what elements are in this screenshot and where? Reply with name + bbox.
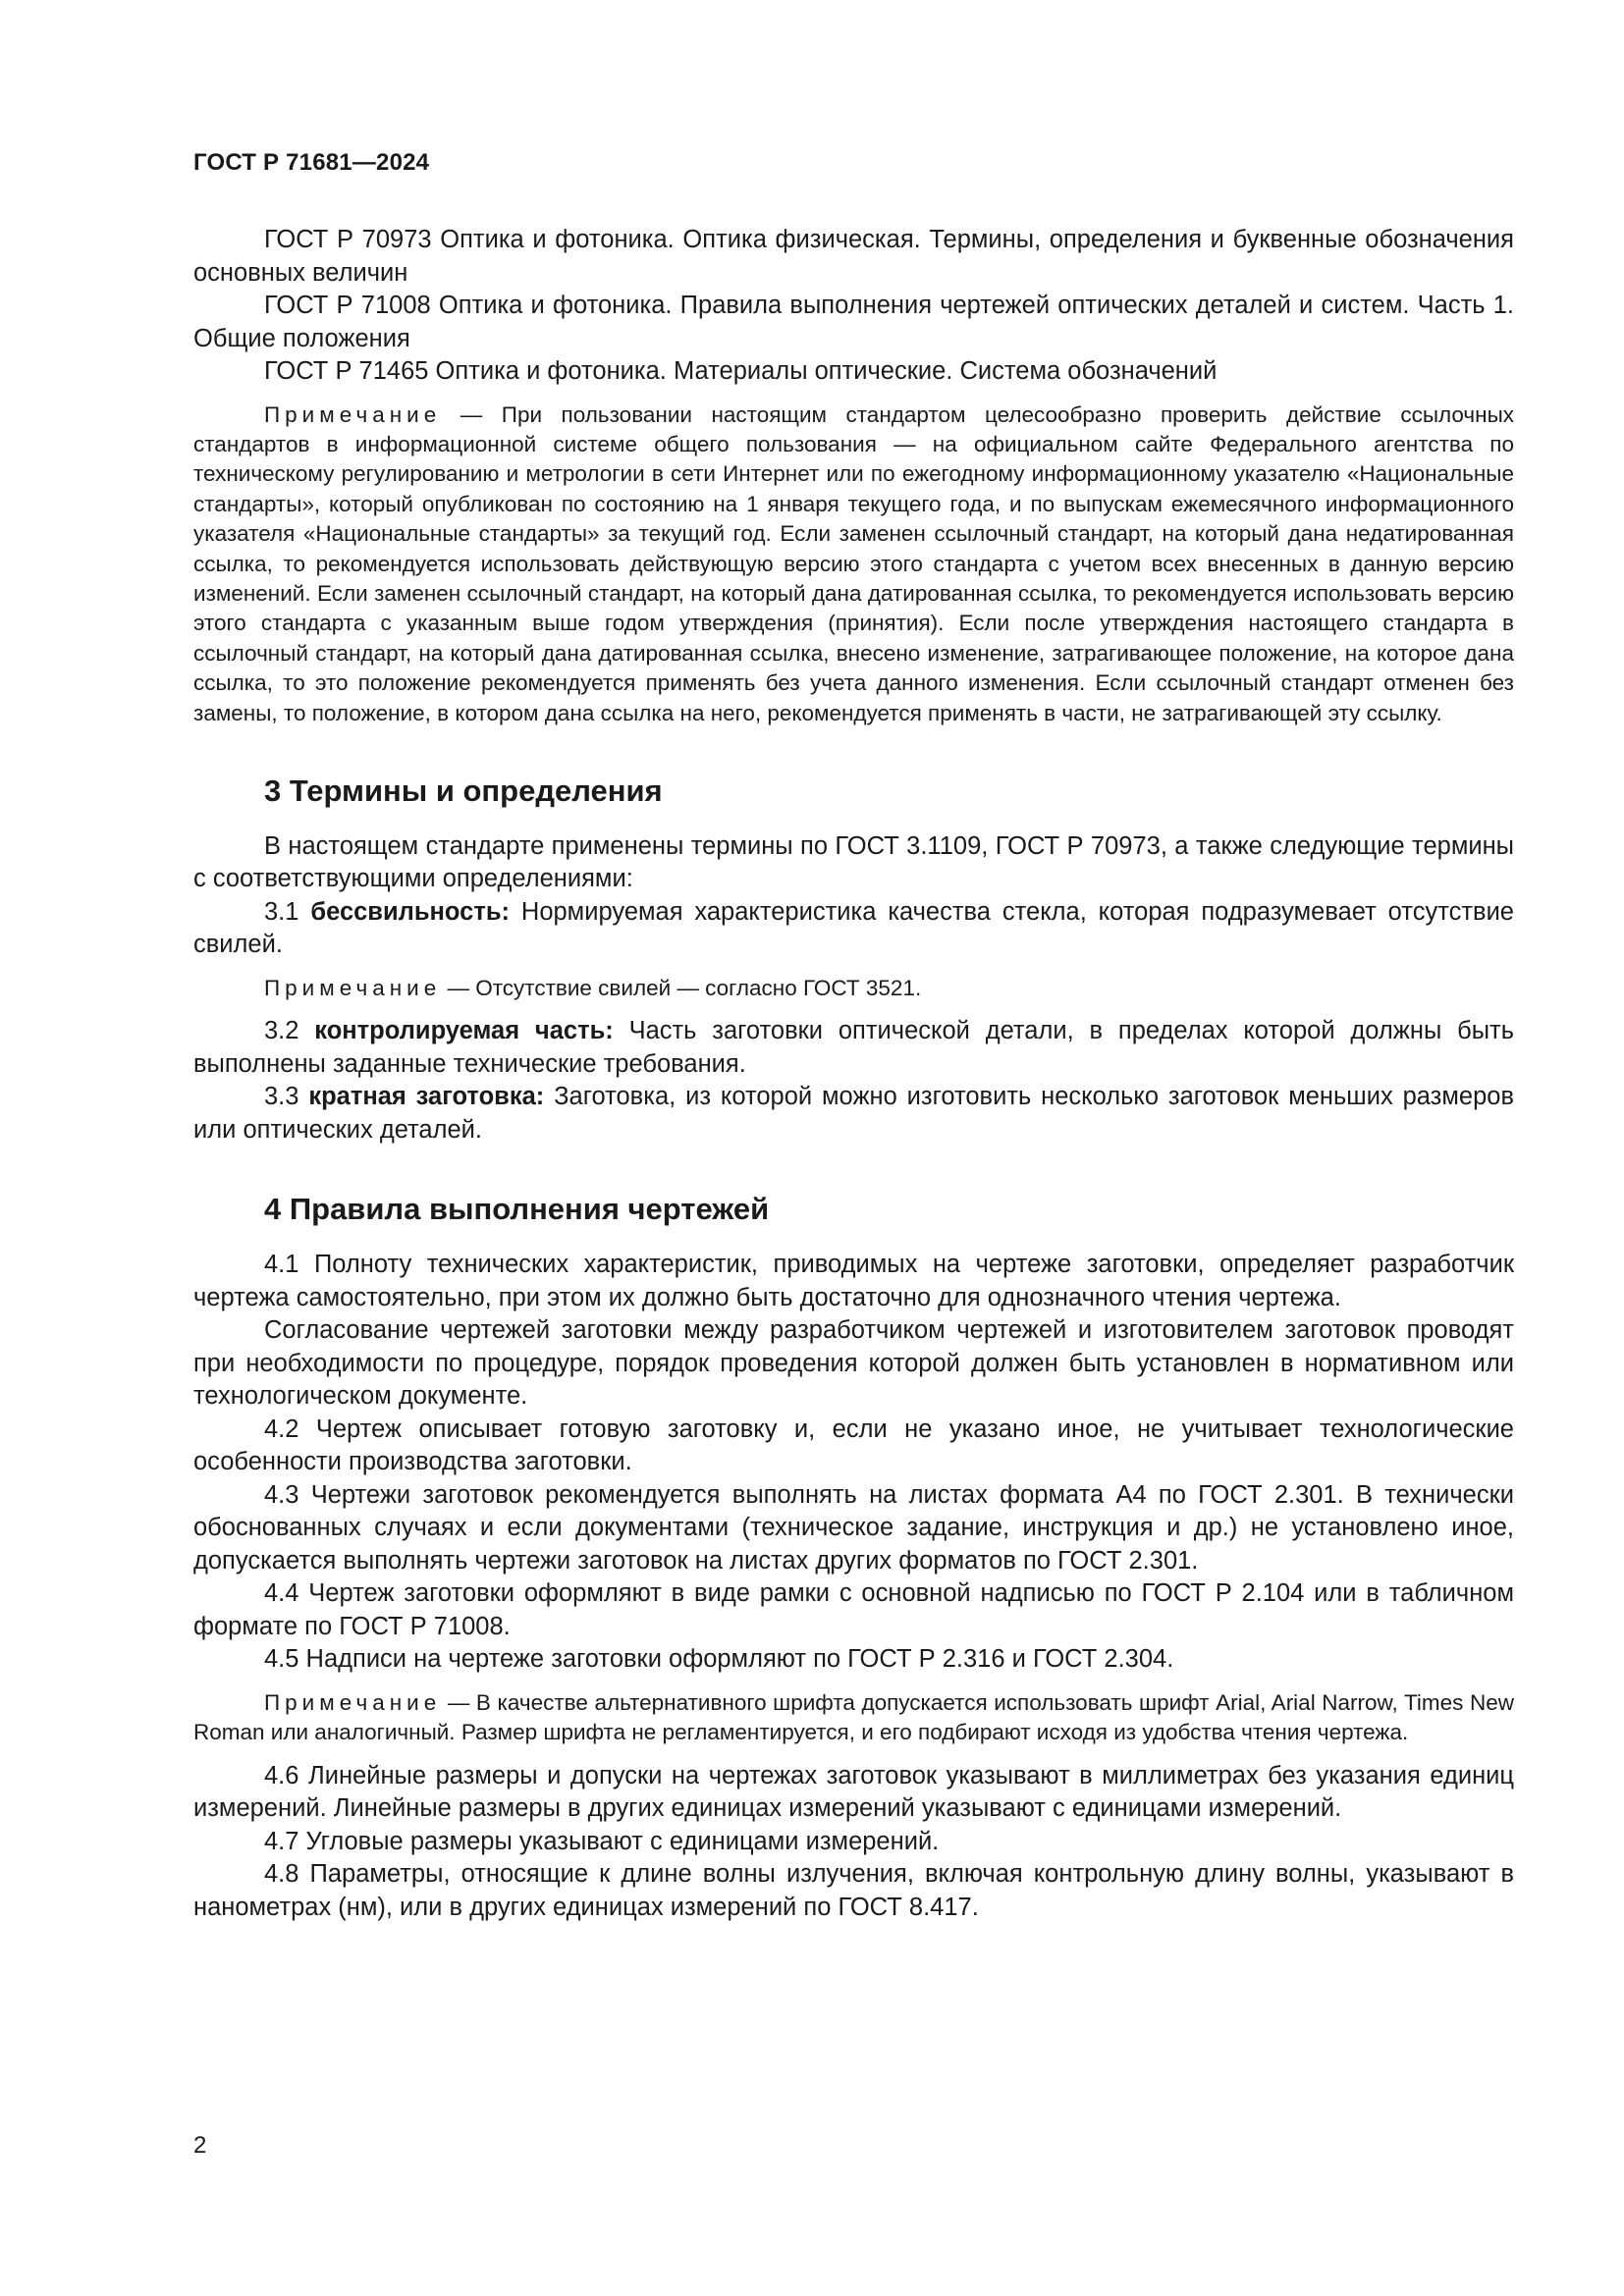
paragraph: В настоящем стандарте применены термины по ГОСТ 3.1109, ГОСТ Р 70973, а также следующие термины с соответствующими определениями: [193,831,1514,893]
note-text: — В качестве альтернативного шрифта допускается использовать шрифт Arial, Arial Narrow, Times New Roman или аналогичный. Размер шрифта не регламентируется, и его подбирают исходя из удобства чтения чертежа. [193,1689,1514,1745]
paragraph: 4.3 Чертежи заготовок рекомендуется выполнять на листах формата А4 по ГОСТ 2.301. В технически обоснованных случаях и если документами (техническое задание, инструкция и др.) не установлено иное, допускается выполнять чертежи заготовок на листах других форматов по ГОСТ 2.301. [193,1480,1514,1575]
note-block [193,974,1514,1003]
section-heading: 4 Правила выполнения чертежей [264,1192,770,1227]
page-content [193,224,1514,1924]
note-label: Примечание [264,401,442,427]
term-number: 3.2 [264,1017,315,1045]
reference-item: ГОСТ Р 70973 Оптика и фотоника. Оптика физическая. Термины, определения и буквенные обозначения основных величин [193,226,1514,287]
paragraph: 4.5 Надписи на чертеже заготовки оформляют по ГОСТ Р 2.316 и ГОСТ 2.304. [264,1645,1174,1674]
note-text: — При пользовании настоящим стандартом целесообразно проверить действие ссылочных стандартов в информационной системе общего пользования — на официальном сайте Федерального агентства по техническому регулированию и метрологии в сети Интернет или по ежегодному информационному указателю «Национальные стандарты», который опубликован по состоянию на 1 января текущего года, и по выпускам ежемесячного информационного указателя «Национальные стандарты» за текущий год. Если заменен ссылочный стандарт, на который дана недатированная ссылка, то рекомендуется использовать действующую версию этого стандарта с учетом всех внесенных в данную версию изменений. Если заменен ссылочный стандарт, на который дана датированная ссылка, то рекомендуется использовать версию этого стандарта с указанным выше годом утверждения (принятия). Если после утверждения настоящего стандарта в ссылочный стандарт, на который дана датированная ссылка, внесено изменение, затрагивающее положение, на которое дана ссылка, то это положение рекомендуется применять без учета данного изменения. Если ссылочный стандарт отменен без замены, то положение, в котором дана ссылка на него, рекомендуется применять в части, не затрагивающей эту ссылку. [193,401,1514,725]
reference-item: ГОСТ Р 71008 Оптика и фотоника. Правила выполнения чертежей оптических деталей и систем. Часть 1. Общие положения [193,292,1514,352]
note-block [193,1688,1514,1748]
term-name: контролируемая часть: [314,1017,614,1045]
page-number: 2 [193,2132,207,2159]
term-definition: Заготовка, из которой можно изготовить несколько заготовок меньших размеров или оптических деталей. [193,1083,1514,1144]
reference-item: ГОСТ Р 71465 Оптика и фотоника. Материалы оптические. Система обозначений [264,357,1218,385]
term-entry [193,896,1514,962]
paragraph: Согласование чертежей заготовки между разработчиком чертежей и изготовителем заготовок проводят при необходимости по процедуре, порядок проведения которой должен быть установлен в нормативном или технологическом документе. [193,1316,1514,1411]
term-definition: Часть заготовки оптической детали, в пределах которой должны быть выполнены заданные технические требования. [193,1017,1514,1078]
note-text: — Отсутствие свилей — согласно ГОСТ 3521. [441,975,922,1000]
note-block [193,400,1514,728]
section-heading: 3 Термины и определения [264,773,663,808]
term-entry [193,1015,1514,1081]
term-definition: Нормируемая характеристика качества стекла, которая подразумевает отсутствие свилей. [193,897,1514,959]
term-number: 3.1 [264,897,311,926]
document-header: ГОСТ Р 71681—2024 [193,149,430,176]
term-number: 3.3 [264,1083,309,1111]
term-name: бессвильность: [310,897,511,926]
paragraph: 4.8 Параметры, относящие к длине волны излучения, включая контрольную длину волны, указывают в нанометрах (нм), или в других единицах измерений по ГОСТ 8.417. [193,1860,1514,1921]
paragraph: 4.7 Угловые размеры указывают с единицами измерений. [264,1827,940,1855]
paragraph: 4.4 Чертеж заготовки оформляют в виде рамки с основной надписью по ГОСТ Р 2.104 или в табличном формате по ГОСТ Р 71008. [193,1579,1514,1640]
paragraph: 4.1 Полноту технических характеристик, приводимых на чертеже заготовки, определяет разработчик чертежа самостоятельно, при этом их должно быть достаточно для однозначного чтения чертежа. [193,1251,1514,1311]
note-label: Примечание [264,975,442,1000]
term-entry [193,1081,1514,1147]
note-label: Примечание [264,1689,442,1715]
paragraph: 4.2 Чертеж описывает готовую заготовку и, если не указано иное, не учитывает технологические особенности производства заготовки. [193,1415,1514,1476]
term-name: кратная заготовка: [308,1083,545,1111]
paragraph: 4.6 Линейные размеры и допуски на чертежах заготовок указывают в миллиметрах без указания единиц измерений. Линейные размеры в других единицах измерений указывают с единицами измерений. [193,1761,1514,1823]
